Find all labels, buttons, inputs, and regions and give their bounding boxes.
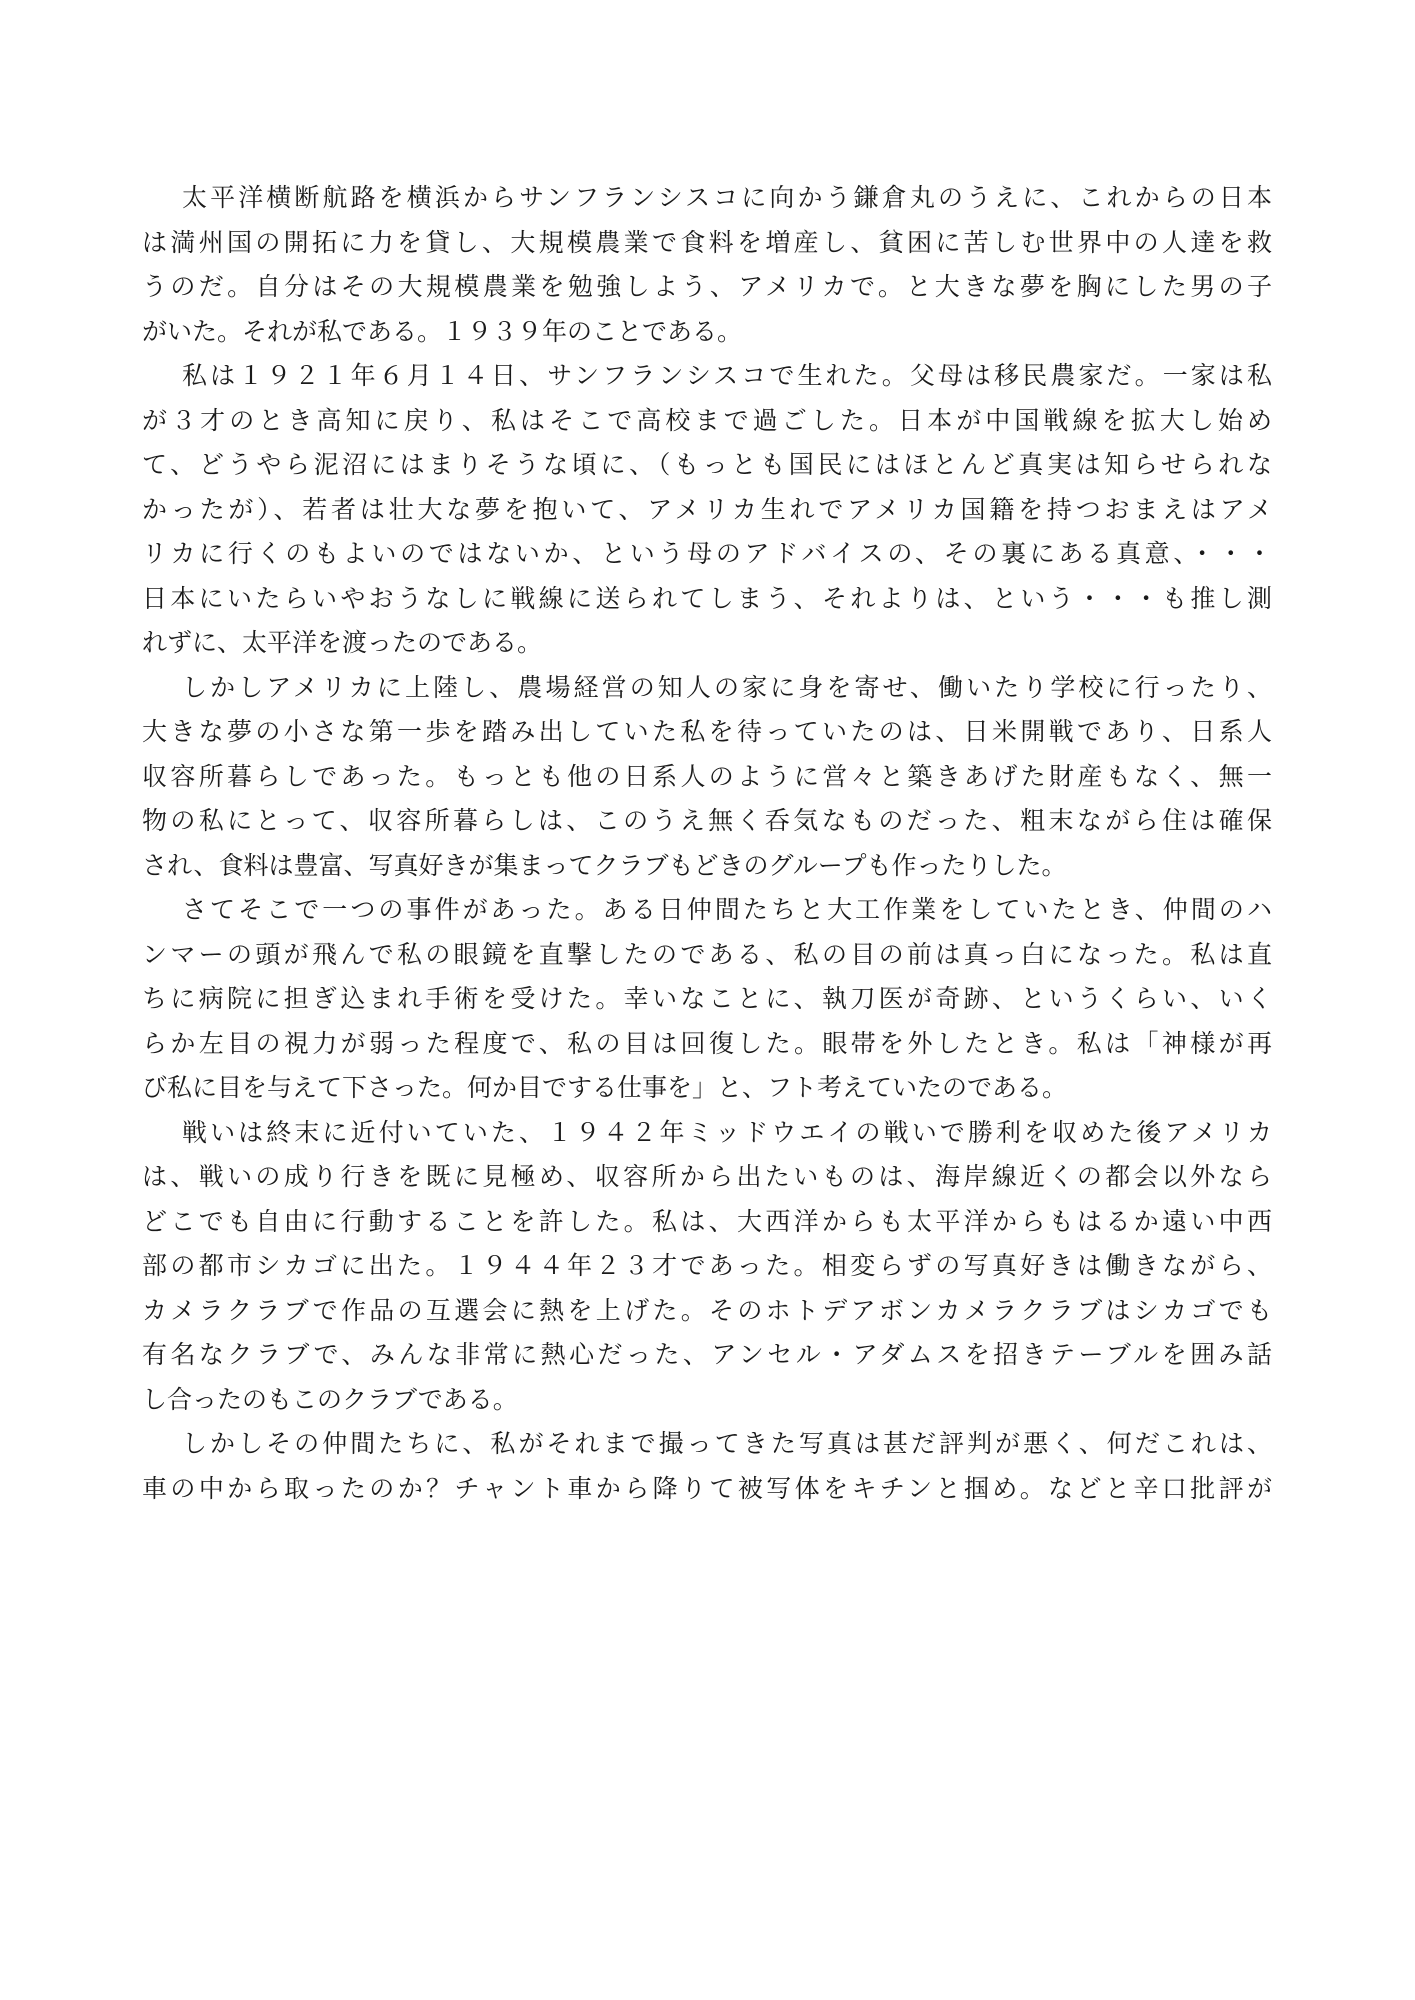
- text-line: リカに行くのもよいのではないか、という母のアドバイスの、その裏にある真意、・・・: [142, 539, 1272, 568]
- text-line: 有名なクラブで、みんな非常に熱心だった、アンセル・アダムスを招きテーブルを囲み話: [142, 1340, 1272, 1369]
- text-line: ンマーの頭が飛んで私の眼鏡を直撃したのである、私の目の前は真っ白になった。私は直: [142, 939, 1272, 969]
- text-line: は、戦いの成り行きを既に見極め、収容所から出たいものは、海岸線近くの都会以外なら: [142, 1162, 1272, 1191]
- text-line: 私は１９２１年６月１４日、サンフランシスコで生れた。父母は移民農家だ。一家は私: [182, 361, 1272, 390]
- text-line: 日本にいたらいやおうなしに戦線に送られてしまう、それよりは、という・・・も推し測: [142, 583, 1272, 613]
- paragraph: [142, 888, 1272, 1111]
- text-line: が３才のとき高知に戻り、私はそこで高校まで過ごした。日本が中国戦線を拡大し始め: [142, 405, 1272, 435]
- text-line: カメラクラブで作品の互選会に熱を上げた。そのホトデアボンカメラクラブはシカゴでも: [142, 1295, 1272, 1325]
- text-line: て、どうやら泥沼にはまりそうな頃に、（もっとも国民にはほとんど真実は知らせられな: [142, 450, 1272, 479]
- text-line: し合ったのもこのクラブである。: [142, 1384, 518, 1414]
- text-line: 太平洋横断航路を横浜からサンフランシスコに向かう鎌倉丸のうえに、これからの日本: [182, 183, 1272, 212]
- text-line: 大きな夢の小さな第一歩を踏み出していた私を待っていたのは、日米開戦であり、日系人: [142, 717, 1272, 746]
- text-line: され、食料は豊富、写真好きが集まってクラブもどきのグループも作ったりした。: [142, 850, 1067, 880]
- text-line: しかしアメリカに上陸し、農場経営の知人の家に身を寄せ、働いたり学校に行ったり、: [182, 672, 1272, 702]
- text-line: しかしその仲間たちに、私がそれまで撮ってきた写真は甚だ評判が悪く、何だこれは、: [182, 1429, 1272, 1458]
- text-line: がいた。それが私である。１９３９年のことである。: [142, 316, 743, 346]
- text-line: 戦いは終末に近付いていた、１９４２年ミッドウエイの戦いで勝利を収めた後アメリカ: [182, 1117, 1272, 1147]
- text-line: れずに、太平洋を渡ったのである。: [142, 628, 543, 657]
- document-body: [142, 176, 1272, 1511]
- paragraph: [142, 666, 1272, 889]
- paragraph: [142, 1422, 1272, 1511]
- text-line: 収容所暮らしであった。もっとも他の日系人のように営々と築きあげた財産もなく、無一: [142, 761, 1272, 791]
- text-line: は満州国の開拓に力を貸し、大規模農業で食料を増産し、貧困に苦しむ世界中の人達を救: [142, 227, 1272, 257]
- text-line: び私に目を与えて下さった。何か目でする仕事を」と、フト考えていたのである。: [142, 1073, 1068, 1102]
- text-line: ちに病院に担ぎ込まれ手術を受けた。幸いなことに、執刀医が奇跡、というくらい、いく: [142, 984, 1272, 1013]
- paragraph: [142, 354, 1272, 666]
- text-line: かったが）、若者は壮大な夢を抱いて、アメリカ生れでアメリカ国籍を持つおまえはアメ: [142, 494, 1272, 524]
- paragraph: [142, 176, 1272, 354]
- text-line: さてそこで一つの事件があった。ある日仲間たちと大工作業をしていたとき、仲間のハ: [182, 895, 1272, 924]
- paragraph: [142, 1111, 1272, 1423]
- text-line: うのだ。自分はその大規模農業を勉強しよう、アメリカで。と大きな夢を胸にした男の子: [142, 272, 1272, 301]
- text-line: らか左目の視力が弱った程度で、私の目は回復した。眼帯を外したとき。私は「神様が再: [142, 1028, 1272, 1058]
- text-line: どこでも自由に行動することを許した。私は、大西洋からも太平洋からもはるか遠い中西: [142, 1206, 1272, 1236]
- text-line: 部の都市シカゴに出た。１９４４年２３才であった。相変らずの写真好きは働きながら、: [142, 1251, 1272, 1280]
- text-line: 物の私にとって、収容所暮らしは、このうえ無く呑気なものだった、粗末ながら住は確保: [142, 806, 1272, 835]
- text-line: 車の中から取ったのか？チャント車から降りて被写体をキチンと掴め。などと辛口批評が: [142, 1473, 1272, 1503]
